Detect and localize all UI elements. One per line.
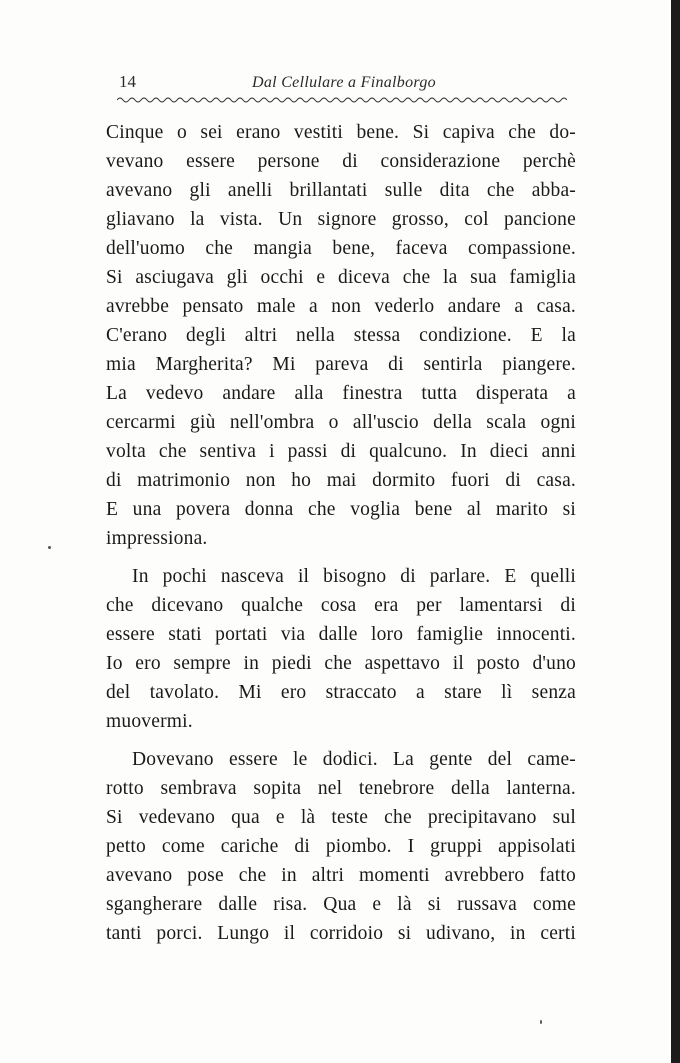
text-line: avrebbe pensato male a non vederlo andare a casa. (106, 296, 576, 317)
page-header (117, 72, 569, 94)
text-line: tanti porci. Lungo il corridoio si udivano, in certi (106, 923, 576, 944)
text-line: avevano pose che in altri momenti avrebbero fatto (106, 865, 576, 886)
paragraph-gap (106, 553, 576, 562)
page-edge-shadow (671, 0, 680, 1063)
text-line: avevano gli anelli brillantati sulle dita che abba- (106, 180, 576, 201)
text-line: Dovevano essere le dodici. La gente del came- (132, 749, 576, 770)
body-text (106, 118, 576, 948)
paper-speck (48, 546, 51, 549)
text-line: cercarmi giù nell'ombra o all'uscio della scala ogni (106, 412, 576, 433)
text-line: gliavano la vista. Un signore grosso, col pancione (106, 209, 576, 230)
text-line: di matrimonio non ho mai dormito fuori di casa. (106, 470, 576, 491)
running-title: Dal Cellulare a Finalborgo (252, 74, 436, 91)
text-line: E una povera donna che voglia bene al marito si (106, 499, 576, 520)
text-line: rotto sembrava sopita nel tenebrore della lanterna. (106, 778, 576, 799)
text-line: mia Margherita? Mi pareva di sentirla piangere. (106, 354, 576, 375)
text-line: muovermi. (106, 711, 193, 732)
text-line: Cinque o sei erano vestiti bene. Si capiva che do- (106, 122, 576, 143)
paragraph-1 (106, 118, 576, 553)
text-line: La vedevo andare alla finestra tutta disperata a (106, 383, 576, 404)
decorative-wavy-rule (117, 96, 567, 106)
text-line: dell'uomo che mangia bene, faceva compassione. (106, 238, 576, 259)
text-line: Si asciugava gli occhi e diceva che la sua famiglia (106, 267, 576, 288)
text-line: Si vedevano qua e là teste che precipitavano sul (106, 807, 576, 828)
text-line: In pochi nasceva il bisogno di parlare. E quelli (132, 566, 576, 587)
text-line: volta che sentiva i passi di qualcuno. In dieci anni (106, 441, 576, 462)
text-line: Io ero sempre in piedi che aspettavo il posto d'uno (106, 653, 576, 674)
text-line: petto come cariche di piombo. I gruppi appisolati (106, 836, 576, 857)
text-line: essere stati portati via dalle loro famiglie innocenti. (106, 624, 576, 645)
text-line: che dicevano qualche cosa era per lamentarsi di (106, 595, 576, 616)
page-number: 14 (119, 72, 136, 91)
paragraph-3 (106, 745, 576, 948)
paragraph-gap (106, 736, 576, 745)
text-line: del tavolato. Mi ero straccato a stare lì senza (106, 682, 576, 703)
paragraph-2 (106, 562, 576, 736)
text-line: C'erano degli altri nella stessa condizione. E la (106, 325, 576, 346)
text-line: vevano essere persone di considerazione perchè (106, 151, 576, 172)
text-line: impressiona. (106, 528, 208, 549)
text-line: sgangherare dalle risa. Qua e là si russava come (106, 894, 576, 915)
paper-speck (540, 1020, 542, 1024)
